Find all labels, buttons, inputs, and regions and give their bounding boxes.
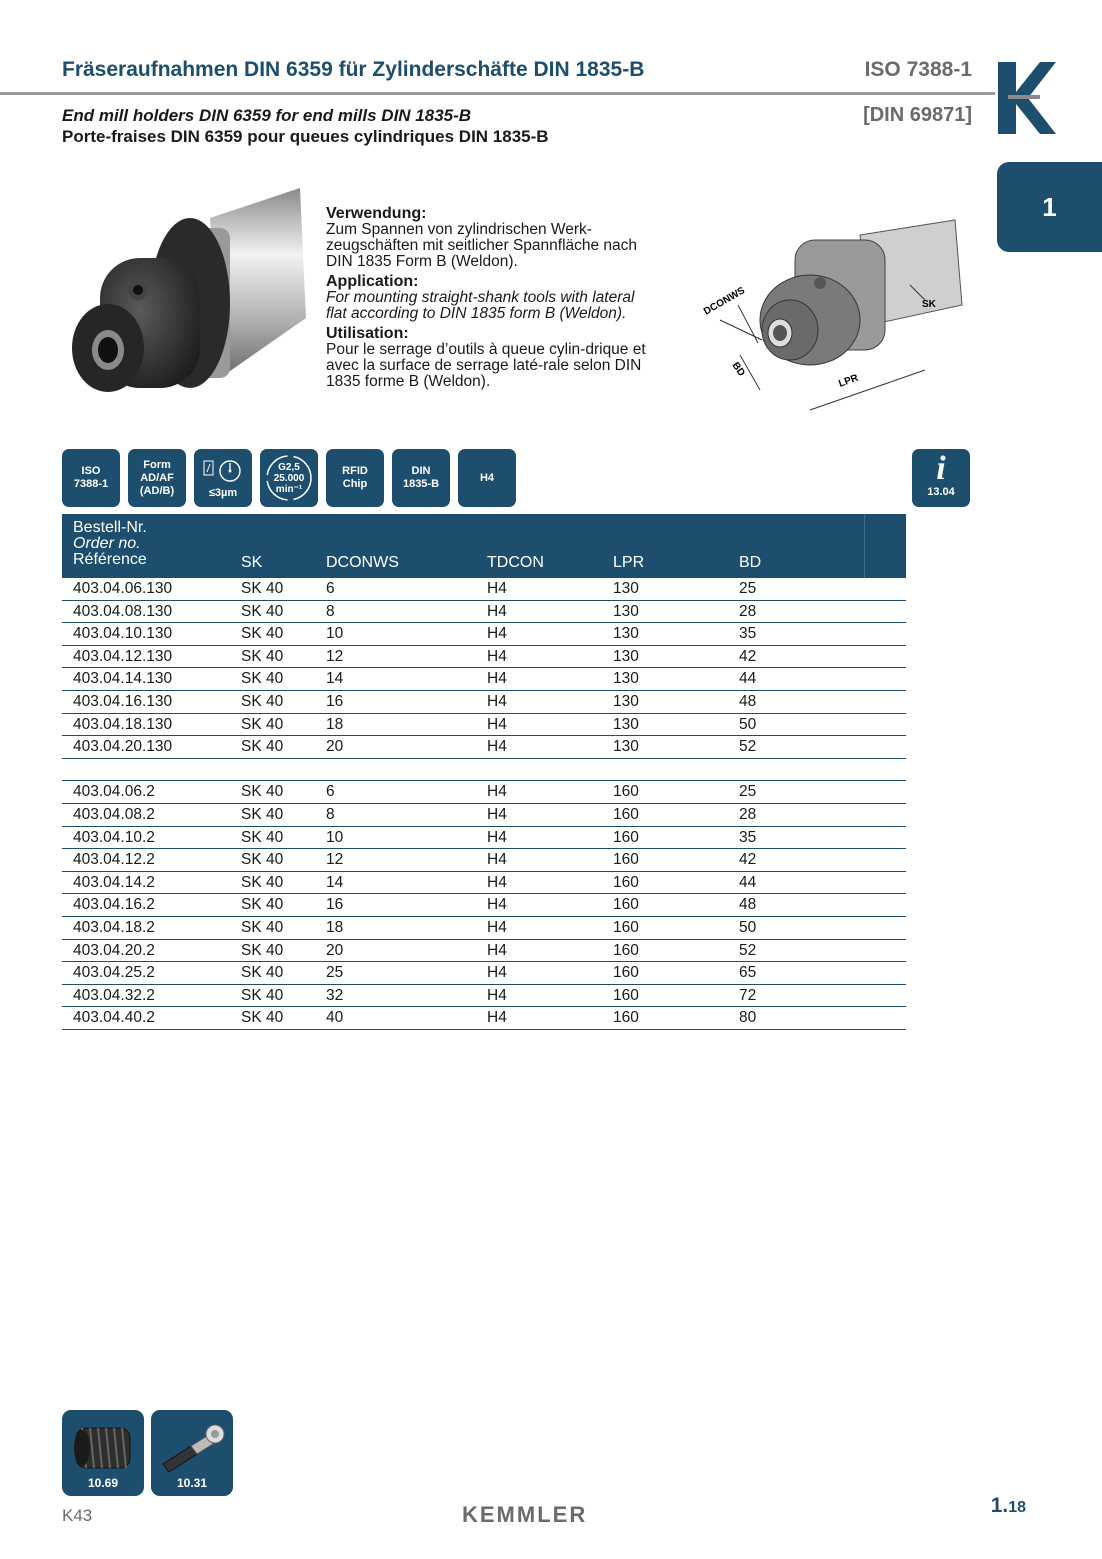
cell-dconws: 32 [326,986,344,1004]
header-divider [0,92,995,95]
cell-tdcon: H4 [487,828,507,846]
description-heading-fr: Utilisation: [326,325,409,342]
cell-sk: SK 40 [241,738,284,756]
cell-dconws: 18 [326,715,344,733]
cell-order: 403.04.14.130 [73,670,173,688]
header-dconws: DCONWS [326,554,399,571]
cell-bd: 35 [739,625,757,643]
cell-sk: SK 40 [241,647,284,665]
table-row [62,985,906,1008]
cell-order: 403.04.40.2 [73,1009,155,1027]
cell-bd: 48 [739,896,757,914]
cell-bd: 42 [739,647,757,665]
cell-sk: SK 40 [241,580,284,597]
table-row [62,804,906,827]
accessory-pull-stud[interactable]: 10.31 [151,1410,233,1496]
cell-bd: 50 [739,715,757,733]
cell-dconws: 18 [326,918,344,936]
cell-order: 403.04.18.2 [73,918,155,936]
iso-standard-label: ISO 7388-1 [864,58,972,81]
threaded-insert-icon [62,1414,144,1478]
cell-dconws: 25 [326,964,344,982]
cell-bd: 80 [739,1009,757,1027]
cell-lpr: 130 [613,602,639,620]
cell-bd: 28 [739,805,757,823]
description-heading-de: Verwendung: [326,205,427,222]
info-icon: i [936,450,946,487]
cell-dconws: 10 [326,625,344,643]
footer-brand: KEMMLER [462,1502,588,1527]
table-row [62,691,906,714]
cell-order: 403.04.20.130 [73,738,173,756]
balance-badge: G2,5 25.000 min⁻¹ [260,449,318,507]
description-text-fr: Pour le serrage d’outils à queue cylin-drique et avec la surface de serrage laté-rale selon DIN 1835 forme B (Weldon). [326,341,646,390]
cell-lpr: 160 [613,805,639,823]
cell-dconws: 20 [326,738,344,756]
balance-ring-icon [263,452,315,504]
cell-sk: SK 40 [241,873,284,891]
cell-bd: 50 [739,918,757,936]
cell-order: 403.04.06.2 [73,783,155,801]
cell-order: 403.04.14.2 [73,873,155,891]
cell-bd: 65 [739,964,757,982]
header-lpr: LPR [613,554,645,571]
cell-dconws: 20 [326,941,344,959]
cell-order: 403.04.25.2 [73,964,155,982]
rfid-badge: RFID Chip [326,449,384,507]
description-text-en: For mounting straight-shank tools with lateral flat according to DIN 1835 form B (Weldon). [326,289,635,322]
cell-sk: SK 40 [241,851,284,869]
runout-badge: ≤3µm [194,449,252,507]
cell-lpr: 160 [613,964,639,982]
cell-bd: 25 [739,783,757,801]
cell-bd: 72 [739,986,757,1004]
cell-bd: 25 [739,580,757,597]
cell-dconws: 12 [326,647,344,665]
cell-lpr: 160 [613,986,639,1004]
diagram-label-lpr: LPR [837,372,860,390]
diagram-label-dconws: DCONWS [702,285,747,318]
din-badge: DIN 1835-B [392,449,450,507]
cell-bd: 44 [739,873,757,891]
cell-lpr: 130 [613,647,639,665]
cell-lpr: 160 [613,828,639,846]
din-standard-label: [DIN 69871] [863,104,972,126]
cell-order: 403.04.08.130 [73,602,173,620]
cell-tdcon: H4 [487,715,507,733]
cell-tdcon: H4 [487,941,507,959]
table-row [62,872,906,895]
kemmler-logo-icon [998,62,1056,134]
cell-dconws: 8 [326,602,335,620]
table-row [62,736,906,759]
cell-dconws: 12 [326,851,344,869]
cell-bd: 35 [739,828,757,846]
cell-tdcon: H4 [487,625,507,643]
description [326,206,656,390]
iso-badge: ISO 7388-1 [62,449,120,507]
cell-sk: SK 40 [241,715,284,733]
cell-dconws: 6 [326,580,335,597]
cell-sk: SK 40 [241,918,284,936]
description-heading-en: Application: [326,273,419,290]
end-mill-holder-image [60,178,310,426]
table-group-gap [62,759,906,782]
cell-order: 403.04.18.130 [73,715,173,733]
cell-order: 403.04.12.130 [73,647,173,665]
accessory-threaded-insert[interactable]: 10.69 [62,1410,144,1496]
cell-tdcon: H4 [487,918,507,936]
cell-dconws: 10 [326,828,344,846]
header-tdcon: TDCON [487,554,544,571]
cell-sk: SK 40 [241,783,284,801]
page-number: 1.18 [990,1494,1026,1517]
cell-tdcon: H4 [487,647,507,665]
table-row [62,646,906,669]
order-no-header: Bestell-Nr. Order no. Référence [73,519,147,568]
page-title-de: Fräseraufnahmen DIN 6359 für Zylinderschäfte DIN 1835-B [62,58,645,81]
cell-lpr: 130 [613,738,639,756]
cell-lpr: 130 [613,670,639,688]
info-badge[interactable]: i 13.04 [912,449,970,507]
table-row [62,1007,906,1030]
cell-lpr: 130 [613,625,639,643]
cell-order: 403.04.20.2 [73,941,155,959]
cell-dconws: 16 [326,896,344,914]
table-row [62,962,906,985]
cell-sk: SK 40 [241,670,284,688]
table-row [62,849,906,872]
cell-order: 403.04.32.2 [73,986,155,1004]
cell-tdcon: H4 [487,964,507,982]
diagram-label-sk: SK [922,299,936,310]
dial-gauge-icon [200,457,246,487]
cell-bd: 52 [739,738,757,756]
cell-lpr: 160 [613,873,639,891]
cell-order: 403.04.10.2 [73,828,155,846]
cell-sk: SK 40 [241,828,284,846]
cell-tdcon: H4 [487,873,507,891]
cell-lpr: 160 [613,941,639,959]
tolerance-badge: H4 [458,449,516,507]
product-table [62,514,906,1030]
cell-lpr: 130 [613,580,639,597]
feature-badges [62,449,516,507]
dimension-diagram [700,205,970,415]
cell-lpr: 160 [613,1009,639,1027]
cell-sk: SK 40 [241,805,284,823]
cell-tdcon: H4 [487,986,507,1004]
cell-bd: 28 [739,602,757,620]
table-row [62,601,906,624]
table-row [62,827,906,850]
table-group-lpr-160 [62,781,906,1030]
diagram-label-bd: BD [729,360,747,379]
cell-bd: 48 [739,692,757,710]
cell-sk: SK 40 [241,896,284,914]
table-row [62,894,906,917]
table-row [62,668,906,691]
cell-lpr: 160 [613,918,639,936]
table-row [62,940,906,963]
cell-lpr: 130 [613,692,639,710]
cell-tdcon: H4 [487,738,507,756]
cell-lpr: 160 [613,851,639,869]
pull-stud-icon [151,1414,233,1478]
cell-sk: SK 40 [241,986,284,1004]
cell-tdcon: H4 [487,580,507,597]
cell-order: 403.04.06.130 [73,580,173,597]
cell-sk: SK 40 [241,964,284,982]
cell-dconws: 6 [326,783,335,801]
cell-sk: SK 40 [241,602,284,620]
header-bd: BD [739,554,762,571]
cell-order: 403.04.08.2 [73,805,155,823]
cell-tdcon: H4 [487,896,507,914]
footer-code: K43 [62,1506,93,1525]
cell-dconws: 14 [326,670,344,688]
page-title-fr: Porte-fraises DIN 6359 pour queues cylindriques DIN 1835-B [62,127,549,146]
cell-bd: 42 [739,851,757,869]
cell-lpr: 160 [613,783,639,801]
cell-order: 403.04.10.130 [73,625,173,643]
cell-tdcon: H4 [487,692,507,710]
table-row [62,578,906,601]
cell-tdcon: H4 [487,783,507,801]
cell-tdcon: H4 [487,602,507,620]
header-sk: SK [241,554,263,571]
page-title-en: End mill holders DIN 6359 for end mills DIN 1835-B [62,106,472,125]
table-row [62,623,906,646]
cell-order: 403.04.16.130 [73,692,173,710]
cell-tdcon: H4 [487,670,507,688]
cell-sk: SK 40 [241,692,284,710]
cell-dconws: 16 [326,692,344,710]
cell-tdcon: H4 [487,1009,507,1027]
cell-dconws: 40 [326,1009,344,1027]
table-row [62,917,906,940]
cell-sk: SK 40 [241,941,284,959]
cell-bd: 52 [739,941,757,959]
cell-order: 403.04.12.2 [73,851,155,869]
chapter-tab[interactable]: 1 [997,162,1102,252]
cell-sk: SK 40 [241,625,284,643]
description-text-de: Zum Spannen von zylindrischen Werk-zeugschäften mit seitlicher Spannfläche nach DIN 1835 Form B (Weldon). [326,221,638,270]
cell-dconws: 14 [326,873,344,891]
cell-bd: 44 [739,670,757,688]
table-row [62,781,906,804]
table-header [62,514,906,578]
table-group-lpr-130 [62,578,906,759]
table-row [62,714,906,737]
cell-lpr: 130 [613,715,639,733]
cell-tdcon: H4 [487,805,507,823]
cell-dconws: 8 [326,805,335,823]
form-badge: Form AD/AF (AD/B) [128,449,186,507]
cell-order: 403.04.16.2 [73,896,155,914]
cell-sk: SK 40 [241,1009,284,1027]
cell-tdcon: H4 [487,851,507,869]
cell-lpr: 160 [613,896,639,914]
header-separator [864,514,865,578]
